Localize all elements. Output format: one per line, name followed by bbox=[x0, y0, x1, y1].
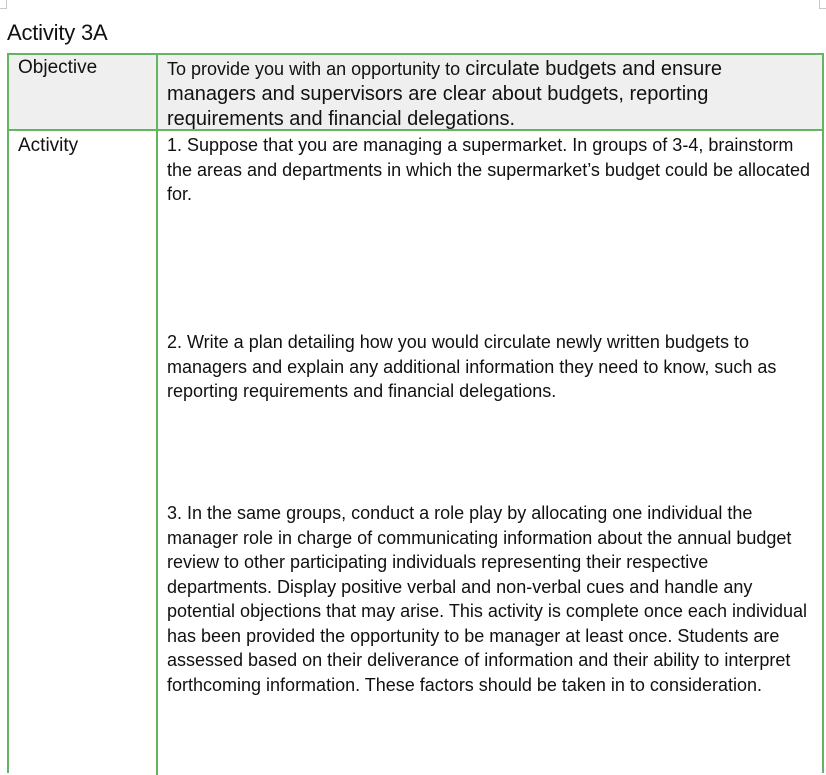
activity-step-3: 3. In the same groups, conduct a role play by allocating one individual the manager role in charge of communicating information about the annual budget review to other participating individuals representing their respective departments. Display positive verbal and non-verbal cues and handle any potential objections that may arise. This activity is complete once each individual has been provided the opportunity to be manager at least once. Students are assessed based on their deliverance of information and their ability to interpret forthcoming information. These factors should be taken in to consideration. bbox=[167, 503, 808, 695]
document-heading: Activity 3A bbox=[7, 20, 108, 45]
objective-label: Objective bbox=[18, 57, 98, 78]
page-corner-mark-left bbox=[0, 0, 7, 9]
page-corner-mark-right bbox=[819, 0, 826, 9]
objective-text bbox=[167, 57, 807, 132]
activity-label: Activity bbox=[18, 135, 79, 156]
activity-step-1: 1. Suppose that you are managing a supermarket. In groups of 3-4, brainstorm the areas and departments in which the supermarket’s budget could be allocated for. bbox=[167, 135, 811, 204]
activity-step-2: 2. Write a plan detailing how you would circulate newly written budgets to managers and explain any additional information they need to know, such as reporting requirements and financial delegations. bbox=[167, 332, 777, 401]
table-column-divider bbox=[156, 55, 158, 775]
objective-main-text: circulate budgets and ensure managers and supervisors are clear about budgets, reporting requirements and financial delegations. bbox=[167, 58, 723, 130]
activity-table bbox=[7, 53, 824, 773]
objective-lead-text: To provide you with an opportunity to bbox=[167, 59, 466, 79]
